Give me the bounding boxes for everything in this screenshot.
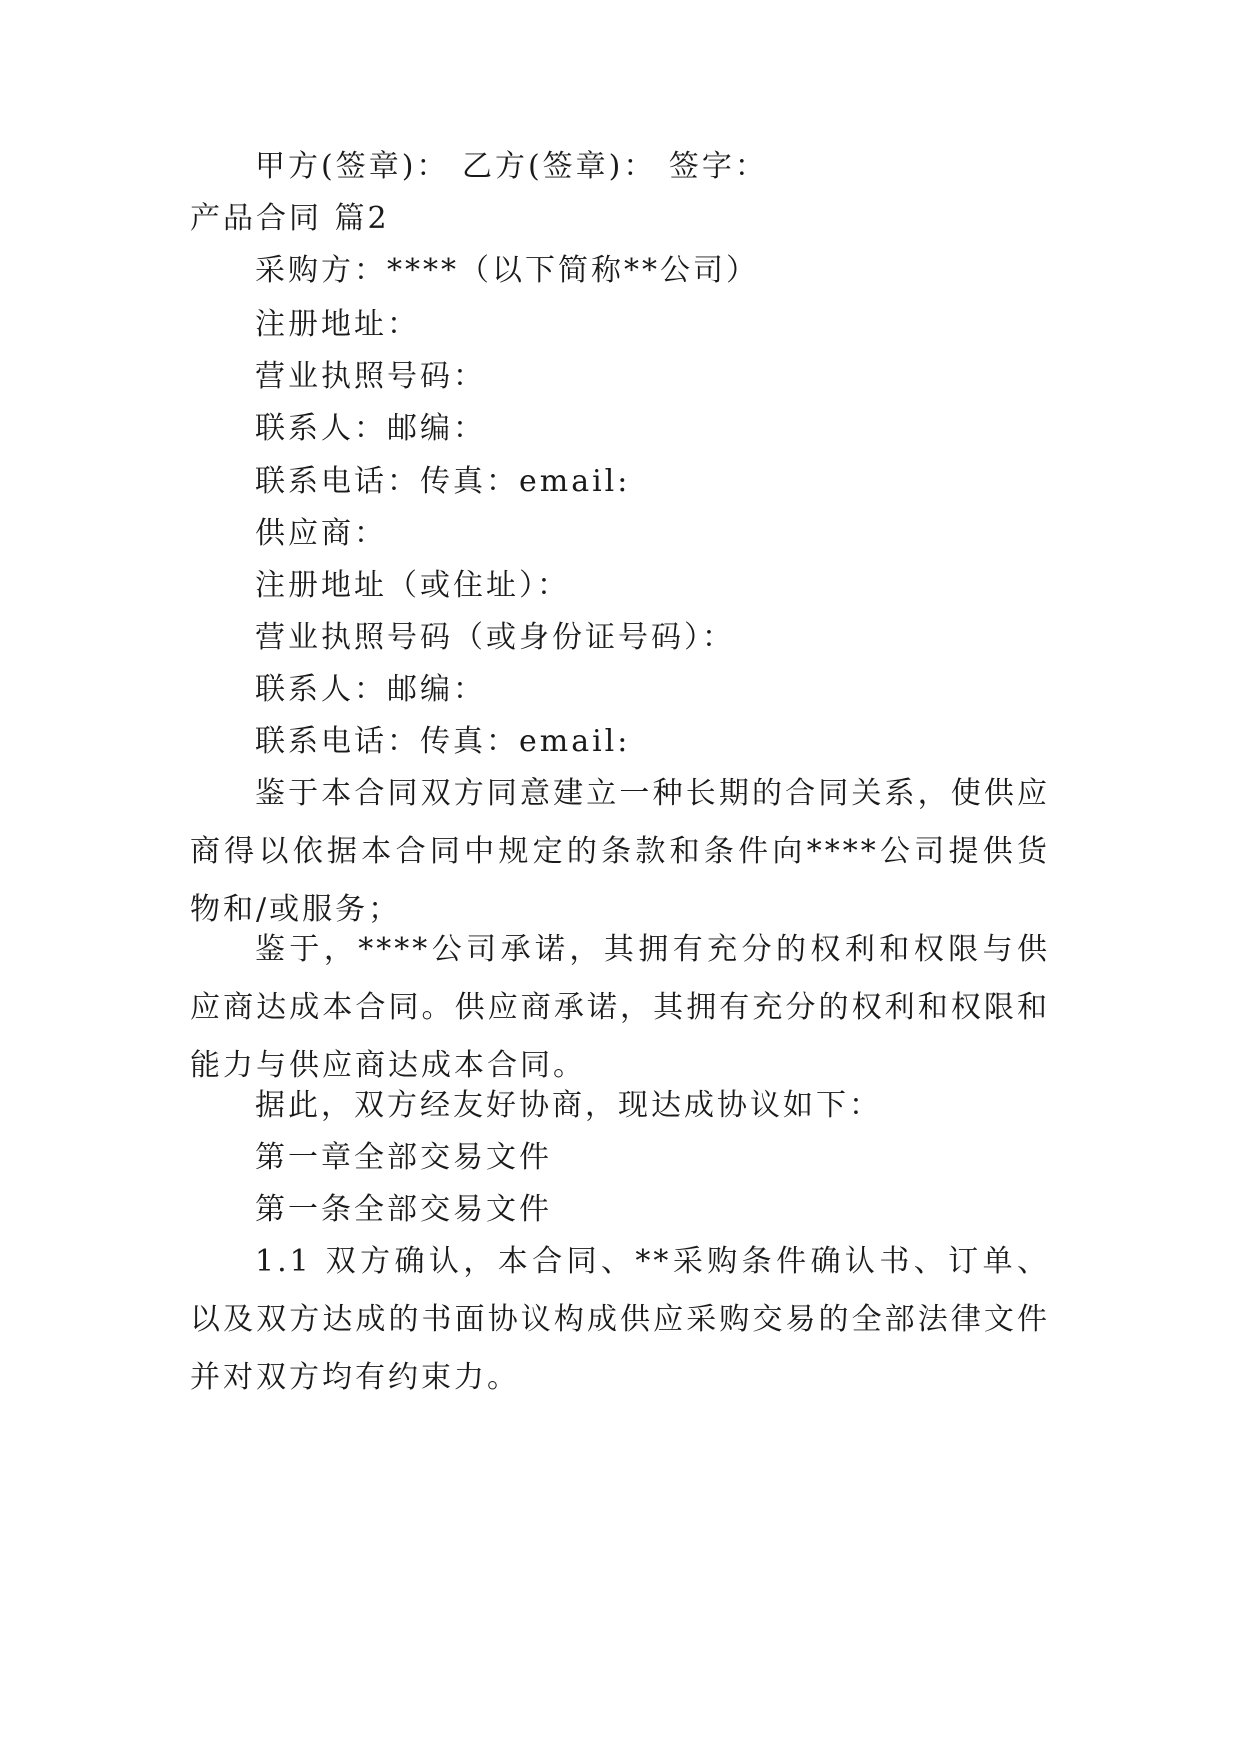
section-heading: 产品合同 篇2 — [190, 201, 390, 236]
clause-1-1: 1.1 双方确认，本合同、**采购条件确认书、订单、以及双方达成的书面协议构成供应采购交易的全部法律文件并对双方均有约束力。 — [190, 1244, 1050, 1395]
buyer-line: 采购方：****（以下简称**公司） — [255, 253, 759, 288]
chapter-heading: 第一章全部交易文件 — [255, 1140, 552, 1175]
buyer-address-line: 注册地址： — [255, 307, 420, 342]
buyer-contact-line: 联系人：邮编： — [255, 411, 486, 446]
buyer-license-line: 营业执照号码： — [255, 359, 486, 394]
supplier-line: 供应商： — [255, 516, 387, 551]
paragraph-whereas-2: 鉴于，****公司承诺，其拥有充分的权利和权限与供应商达成本合同。供应商承诺，其拥有充分的权利和权限和能力与供应商达成本合同。 — [190, 932, 1050, 1083]
buyer-phone-line: 联系电话：传真：email: — [255, 464, 631, 499]
supplier-contact-line: 联系人：邮编： — [255, 672, 486, 707]
supplier-license-line: 营业执照号码（或身份证号码）： — [255, 620, 735, 655]
article-heading: 第一条全部交易文件 — [255, 1192, 552, 1227]
supplier-phone-line: 联系电话：传真：email: — [255, 724, 631, 759]
paragraph-whereas-1: 鉴于本合同双方同意建立一种长期的合同关系，使供应商得以依据本合同中规定的条款和条件向****公司提供货物和/或服务； — [190, 776, 1050, 927]
signature-line: 甲方(签章)： 乙方(签章)： 签字： — [255, 149, 768, 184]
supplier-address-line: 注册地址（或住址）： — [255, 568, 570, 603]
agreement-intro: 据此，双方经友好协商，现达成协议如下： — [255, 1088, 882, 1123]
